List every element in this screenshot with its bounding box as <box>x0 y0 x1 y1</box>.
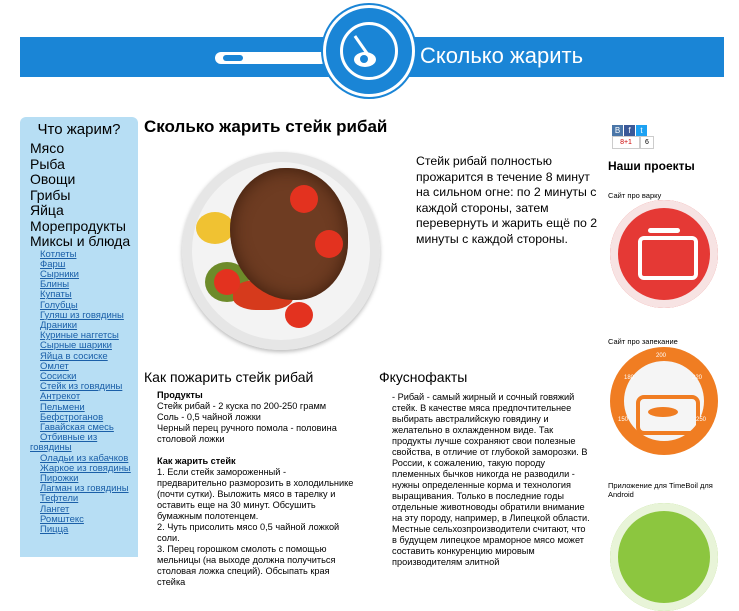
sidebar-subitem-link[interactable]: Купаты <box>40 289 72 301</box>
oven-mark: 250 <box>696 417 707 423</box>
sidebar-category[interactable]: Овощи <box>30 171 76 187</box>
sidebar-subitem-link[interactable]: Гавайская смесь <box>40 421 114 433</box>
pan-handle-logo <box>215 52 327 64</box>
sidebar-subitem-link[interactable]: Фарш <box>40 258 66 270</box>
step-item: 2. Чуть присолить мясо 0,5 чайной ложкой соли. <box>157 522 340 543</box>
oven-dish-icon[interactable] <box>610 347 718 455</box>
product-item: Стейк рибай - 2 куска по 200-250 грамм <box>157 401 327 411</box>
sidebar-subitem-link[interactable]: Сосиски <box>40 370 77 382</box>
tomato-image <box>285 302 313 328</box>
products-label: Продукты <box>157 390 203 400</box>
recipe-column <box>157 390 357 588</box>
sidebar-subitems <box>20 250 138 536</box>
sidebar-subitem-link[interactable]: Стейк из говядины <box>40 381 123 393</box>
sidebar-category[interactable]: Грибы <box>30 186 71 203</box>
tomato-image <box>315 230 343 258</box>
sidebar-category[interactable]: Миксы и блюда <box>30 233 131 249</box>
tomato-image <box>290 185 318 213</box>
sidebar-subitem-link[interactable]: Сырники <box>40 268 79 280</box>
projects-title: Наши проекты <box>608 159 695 173</box>
site-title[interactable]: Сколько жарить <box>420 43 584 68</box>
step-item: 3. Перец горошком смолоть с помощью мельницы (на выходе должна получиться столовая ложка специй). Обсыпать края стейка <box>157 544 336 587</box>
facts-text: - Рибай - самый жирный и сочный говяжий стейк. В качестве мяса предпочтительнее выбирать австралийскую говядину и желательно в охлажденном виде. Так продукты лучше сохраняют свои полезные свойства, в отличие от глубокой заморозки. В России, к сожалению, такую породу племенных бычков никогда не разводили - нужны определенные корма и технология выращивания. Только в последние годы отдельные животноводы обратили внимание на эту породу, например, в Липецкой области. Местные сельхозпроизводители считают, что в будущем липецкое мраморное мясо может составить конкуренцию мировым производителям элитной <box>392 392 590 567</box>
sidebar-subitem-link[interactable]: Отбивные из <box>40 432 98 444</box>
sidebar-subitem-link[interactable]: Куриные наггетсы <box>40 330 119 342</box>
sidebar-subitem-link[interactable]: Антрекот <box>40 391 81 403</box>
products-list <box>157 401 357 445</box>
sidebar-heading: Что жарим? <box>37 121 121 138</box>
sidebar-subitem-link[interactable]: Сырные шарики <box>40 340 112 352</box>
sidebar-subitem-link[interactable]: Драники <box>40 319 78 331</box>
vk-icon[interactable]: В <box>612 125 623 136</box>
how-to-heading: Как пожарить стейк рибай <box>144 369 314 385</box>
plus-count: 6 <box>640 136 654 149</box>
sidebar-subitem-link[interactable]: Пицца <box>40 523 69 535</box>
facts-heading: Фкуснофакты <box>379 369 468 385</box>
sidebar-subitem-link[interactable]: Голубцы <box>40 299 78 311</box>
boil-site-caption: Сайт про варку <box>608 191 662 200</box>
sidebar-subitem-link[interactable]: Яйца в сосиске <box>40 350 108 362</box>
oven-mark: 200 <box>656 353 667 359</box>
oven-mark: 180 <box>624 375 635 381</box>
sidebar-subitem-link[interactable]: Омлет <box>40 360 69 372</box>
sidebar-subitem-link[interactable]: Пирожки <box>40 472 79 484</box>
sidebar-subitem-link[interactable]: Тефтели <box>40 493 79 505</box>
product-item: Соль - 0,5 чайной ложки <box>157 412 261 422</box>
sidebar-subitem-link[interactable]: Бефстроганов <box>40 411 104 423</box>
pepper-image <box>196 212 234 244</box>
sidebar-subitem-link[interactable]: Лагман из говядины <box>40 483 129 495</box>
sidebar-category[interactable]: Рыба <box>30 155 65 172</box>
oven-mark: 220 <box>692 375 703 381</box>
sidebar-category[interactable]: Морепродукты <box>30 217 126 234</box>
sidebar-subitem-link[interactable]: Ромштекс <box>40 513 84 525</box>
sidebar-subitem-link[interactable]: Жаркое из говядины <box>40 462 131 474</box>
facebook-icon[interactable]: f <box>624 125 635 136</box>
tomato-image <box>214 269 240 295</box>
android-app-icon[interactable] <box>610 503 718 611</box>
product-item: Черный перец ручного помола - половина столовой ложки <box>157 423 337 444</box>
boiling-pot-icon[interactable] <box>610 200 718 308</box>
sidebar-category[interactable]: Яйца <box>30 202 64 218</box>
steps-list <box>157 467 357 588</box>
clock-pan-logo-icon[interactable] <box>323 5 415 97</box>
sidebar <box>20 117 138 557</box>
sidebar-subitem-link[interactable]: Пельмени <box>40 401 85 413</box>
method-label: Как жарить стейк <box>157 456 236 466</box>
sidebar-category[interactable]: Мясо <box>30 140 65 156</box>
sidebar-subitem-link[interactable]: Лангет <box>40 503 70 515</box>
twitter-icon[interactable]: t <box>636 125 647 136</box>
sidebar-categories <box>20 141 138 250</box>
sidebar-subitem-link[interactable]: Оладьи из кабачков <box>40 452 129 464</box>
sidebar-subitem-link[interactable]: говядины <box>30 442 72 454</box>
sidebar-subitem-link[interactable]: Котлеты <box>40 248 77 260</box>
page-title: Сколько жарить стейк рибай <box>144 117 388 136</box>
oven-mark: 150 <box>618 417 629 423</box>
intro-text: Стейк рибай полностью прожарится в течение 8 минут на сильном огне: по 2 минуты с каждой стороны, затем перевернуть и жарить ещё по 2 минуты с каждой стороны. <box>416 154 598 246</box>
android-app-caption: Приложение для TimeBoil для Android <box>608 481 713 499</box>
google-plus-button[interactable]: 8+1 <box>612 136 640 149</box>
sidebar-subitem-link[interactable]: Блины <box>40 279 70 291</box>
sidebar-subitem-link[interactable]: Гуляш из говядины <box>40 309 124 321</box>
step-item: 1. Если стейк замороженный - предварительно разморозить в холодильнике (почти сутки). Выложить мясо в тарелку и оставить еще на 30 минут. Обсушить бумажным полотенцем. <box>157 467 354 521</box>
bake-site-caption: Сайт про запекание <box>608 337 678 346</box>
